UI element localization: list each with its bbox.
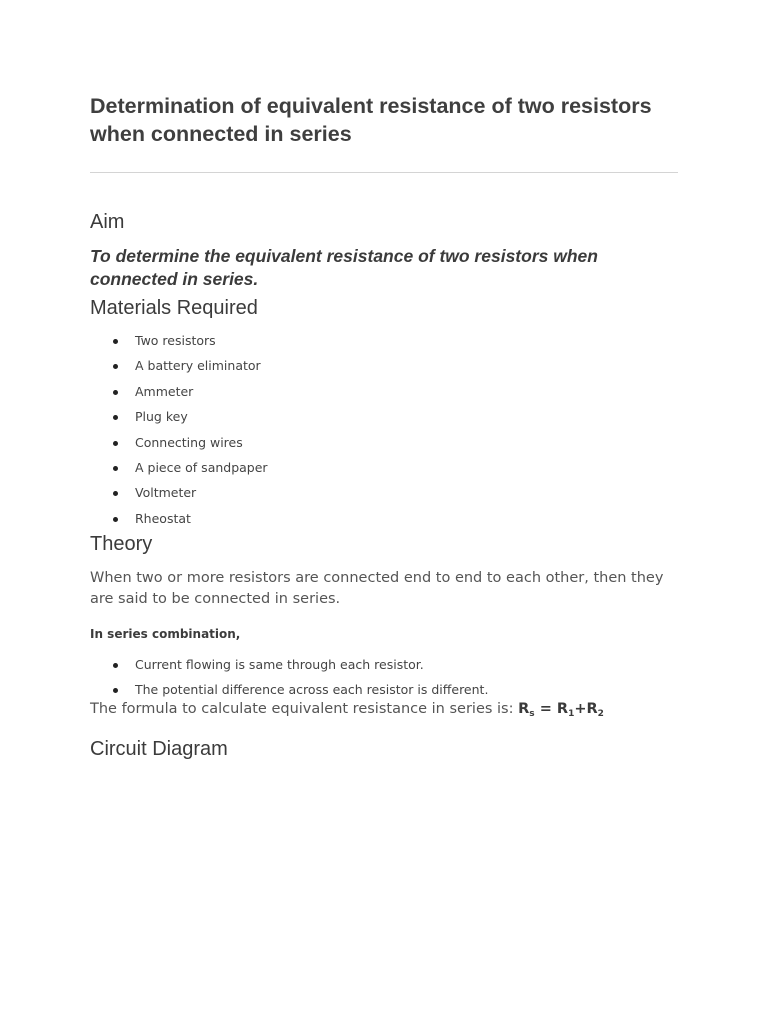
bullet-icon bbox=[113, 517, 118, 522]
bullet-icon bbox=[113, 390, 118, 395]
bullet-icon bbox=[113, 688, 118, 693]
aim-text: To determine the equivalent resistance of two resistors when connected in series. bbox=[90, 246, 598, 289]
page-title: Determination of equivalent resistance of two resistors when connected in series bbox=[90, 94, 652, 146]
aim-heading: Aim bbox=[90, 211, 125, 233]
formula-term2: R bbox=[586, 701, 598, 718]
list-item-label: A piece of sandpaper bbox=[135, 460, 268, 476]
list-item bbox=[90, 404, 678, 429]
bullet-icon bbox=[113, 466, 118, 471]
list-item-label: Two resistors bbox=[135, 333, 216, 348]
list-item-label: Voltmeter bbox=[135, 485, 197, 501]
formula-text: The formula to calculate equivalent resistance in series is: bbox=[90, 701, 519, 718]
bullet-icon bbox=[113, 415, 118, 420]
formula-term1-sub: 1 bbox=[568, 709, 575, 720]
series-points-list bbox=[90, 652, 678, 702]
formula-term2-sub: 2 bbox=[597, 709, 604, 720]
list-item-label: Ammeter bbox=[135, 383, 194, 399]
list-item-label: A battery eliminator bbox=[135, 358, 261, 374]
formula-lhs-sub: s bbox=[529, 709, 535, 720]
formula-equals: = bbox=[534, 701, 557, 718]
list-item bbox=[90, 480, 678, 505]
list-item-label: Connecting wires bbox=[135, 434, 243, 450]
theory-text: When two or more resistors are connected end to end to each other, then they are said to be connected in series. bbox=[90, 570, 664, 608]
formula-plus: + bbox=[574, 701, 587, 718]
materials-list bbox=[90, 328, 678, 531]
list-item bbox=[90, 353, 678, 378]
list-item-label: Rheostat bbox=[135, 510, 191, 526]
list-item bbox=[90, 328, 678, 353]
formula-lhs: R bbox=[518, 701, 530, 718]
circuit-diagram-heading: Circuit Diagram bbox=[90, 738, 228, 761]
materials-heading: Materials Required bbox=[90, 297, 258, 319]
formula-line bbox=[90, 699, 678, 719]
formula-expression bbox=[518, 701, 604, 720]
series-label: In series combination, bbox=[90, 627, 241, 642]
bullet-icon bbox=[113, 491, 118, 496]
list-item bbox=[90, 379, 678, 404]
bullet-icon bbox=[113, 364, 118, 369]
title-divider bbox=[90, 172, 678, 173]
list-item-label: Current flowing is same through each resistor. bbox=[135, 657, 424, 673]
document-page bbox=[90, 92, 678, 762]
theory-heading: Theory bbox=[90, 533, 153, 556]
list-item bbox=[90, 430, 678, 455]
list-item-label: Plug key bbox=[135, 409, 188, 425]
bullet-icon bbox=[113, 663, 118, 668]
bullet-icon bbox=[113, 441, 118, 446]
bullet-icon bbox=[113, 339, 118, 344]
list-item-label: The potential difference across each resistor is different. bbox=[135, 682, 489, 698]
formula-term1: R bbox=[556, 701, 569, 718]
list-item bbox=[90, 652, 678, 677]
list-item bbox=[90, 677, 678, 702]
list-item bbox=[90, 506, 678, 531]
list-item bbox=[90, 455, 678, 480]
